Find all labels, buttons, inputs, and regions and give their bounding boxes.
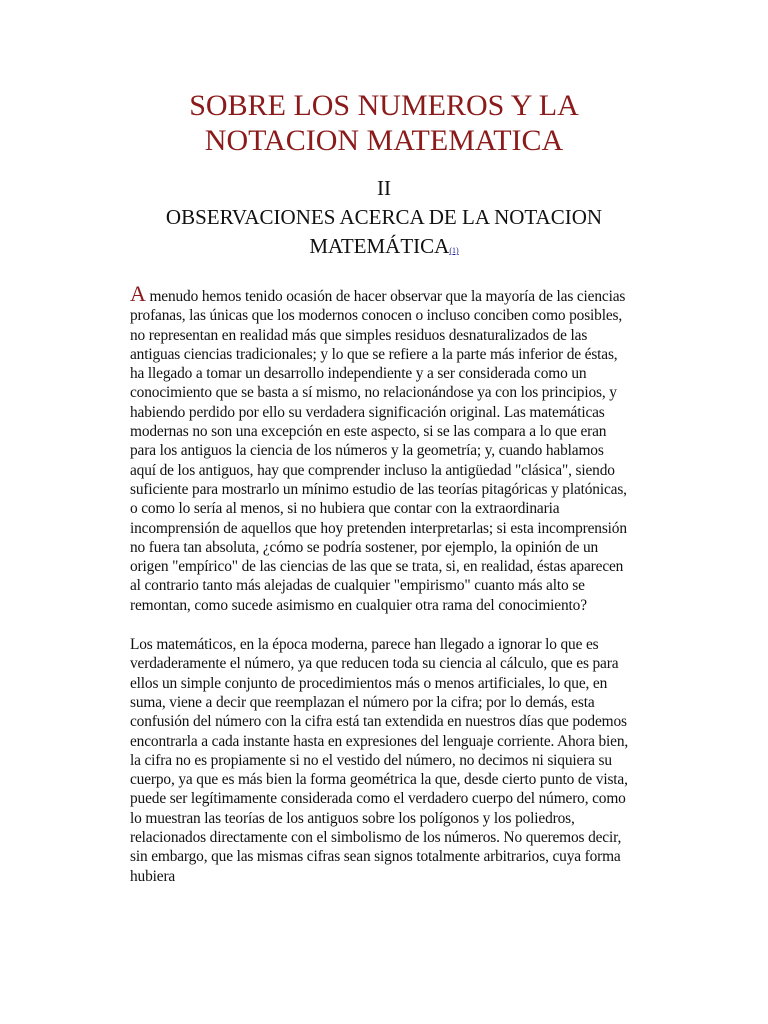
paragraph-2-text: Los matemáticos, en la época moderna, parece han llegado a ignorar lo que es verdaderamente el número, ya que reducen toda su ciencia al cálculo, que es para ellos un simple conjunto de procedimientos más o menos artificiales, lo que, en suma, viene a decir que reemplazan el número por la cifra; por lo demás, esta confusión del número con la cifra está tan extendida en nuestros días que podemos encontrarla a cada instante hasta en expresiones del lenguaje corriente. Ahora bien, la cifra no es propiamente si no el vestido del número, no decimos ni siquiera su cuerpo, ya que es más bien la forma geométrica la que, desde cierto punto de vista, puede ser legítimamente considerada como el verdadero cuerpo del número, como lo muestran las teorías de los antiguos sobre los polígonos y los poliedros, relacionados directamente con el simbolismo de los números. No queremos decir, sin embargo, que las mismas cifras sean signos totalmente arbitrarios, cuya forma hubiera [130,636,629,885]
chapter-heading [0,174,768,265]
page-title [0,88,768,158]
body-text [130,281,630,906]
paragraph-1-text: menudo hemos tenido ocasión de hacer observar que la mayoría de las ciencias profanas, las únicas que los modernos conocen o incluso conciben como posibles, no representan en realidad más que simples residuos desnaturalizados de las antiguas ciencias tradicionales; y lo que se refiere a la parte más inferior de éstas, ha llegado a tomar un desarrollo independiente y a ser considerada como un conocimiento que se basta a sí mismo, no relacionándose ya con los principios, y habiendo perdido por ello su verdadera significación original. Las matemáticas modernas no son una excepción en este aspecto, si se las compara a lo que eran para los antiguos la ciencia de los números y la geometría; y, cuando hablamos aquí de los antiguos, hay que comprender incluso la antigüedad "clásica", siendo suficiente para mostrarlo un mínimo estudio de las teorías pitagóricas y platónicas, o como lo sería al menos, si no hubiera que contar con la extraordinaria incomprensión de aquellos que hoy pretenden interpretarlas; si esta incomprensión no fuera tan absoluta, ¿cómo se podría sostener, por ejemplo, la opinión de un origen "empírico" de las ciencias de las que se trata, si, en realidad, éstas aparecen al contrario tanto más alejadas de cualquier "empirismo" cuanto más alto se remontan, como sucede asimismo en cualquier otra rama del conocimiento? [130,288,627,614]
chapter-title-line-2-wrap [0,232,768,265]
chapter-number: II [377,176,391,200]
chapter-title-line-1: OBSERVACIONES ACERCA DE LA NOTACION [165,205,603,229]
drop-cap: A [130,281,146,306]
chapter-title-line-2: MATEMÁTICA [309,234,450,258]
title-line-2: NOTACION MATEMATICA [204,124,564,157]
footnote-link[interactable]: (1) [449,246,459,255]
paragraph-2 [130,635,630,886]
paragraph-1 [130,281,630,615]
title-line-1: SOBRE LOS NUMEROS Y LA [189,89,579,122]
